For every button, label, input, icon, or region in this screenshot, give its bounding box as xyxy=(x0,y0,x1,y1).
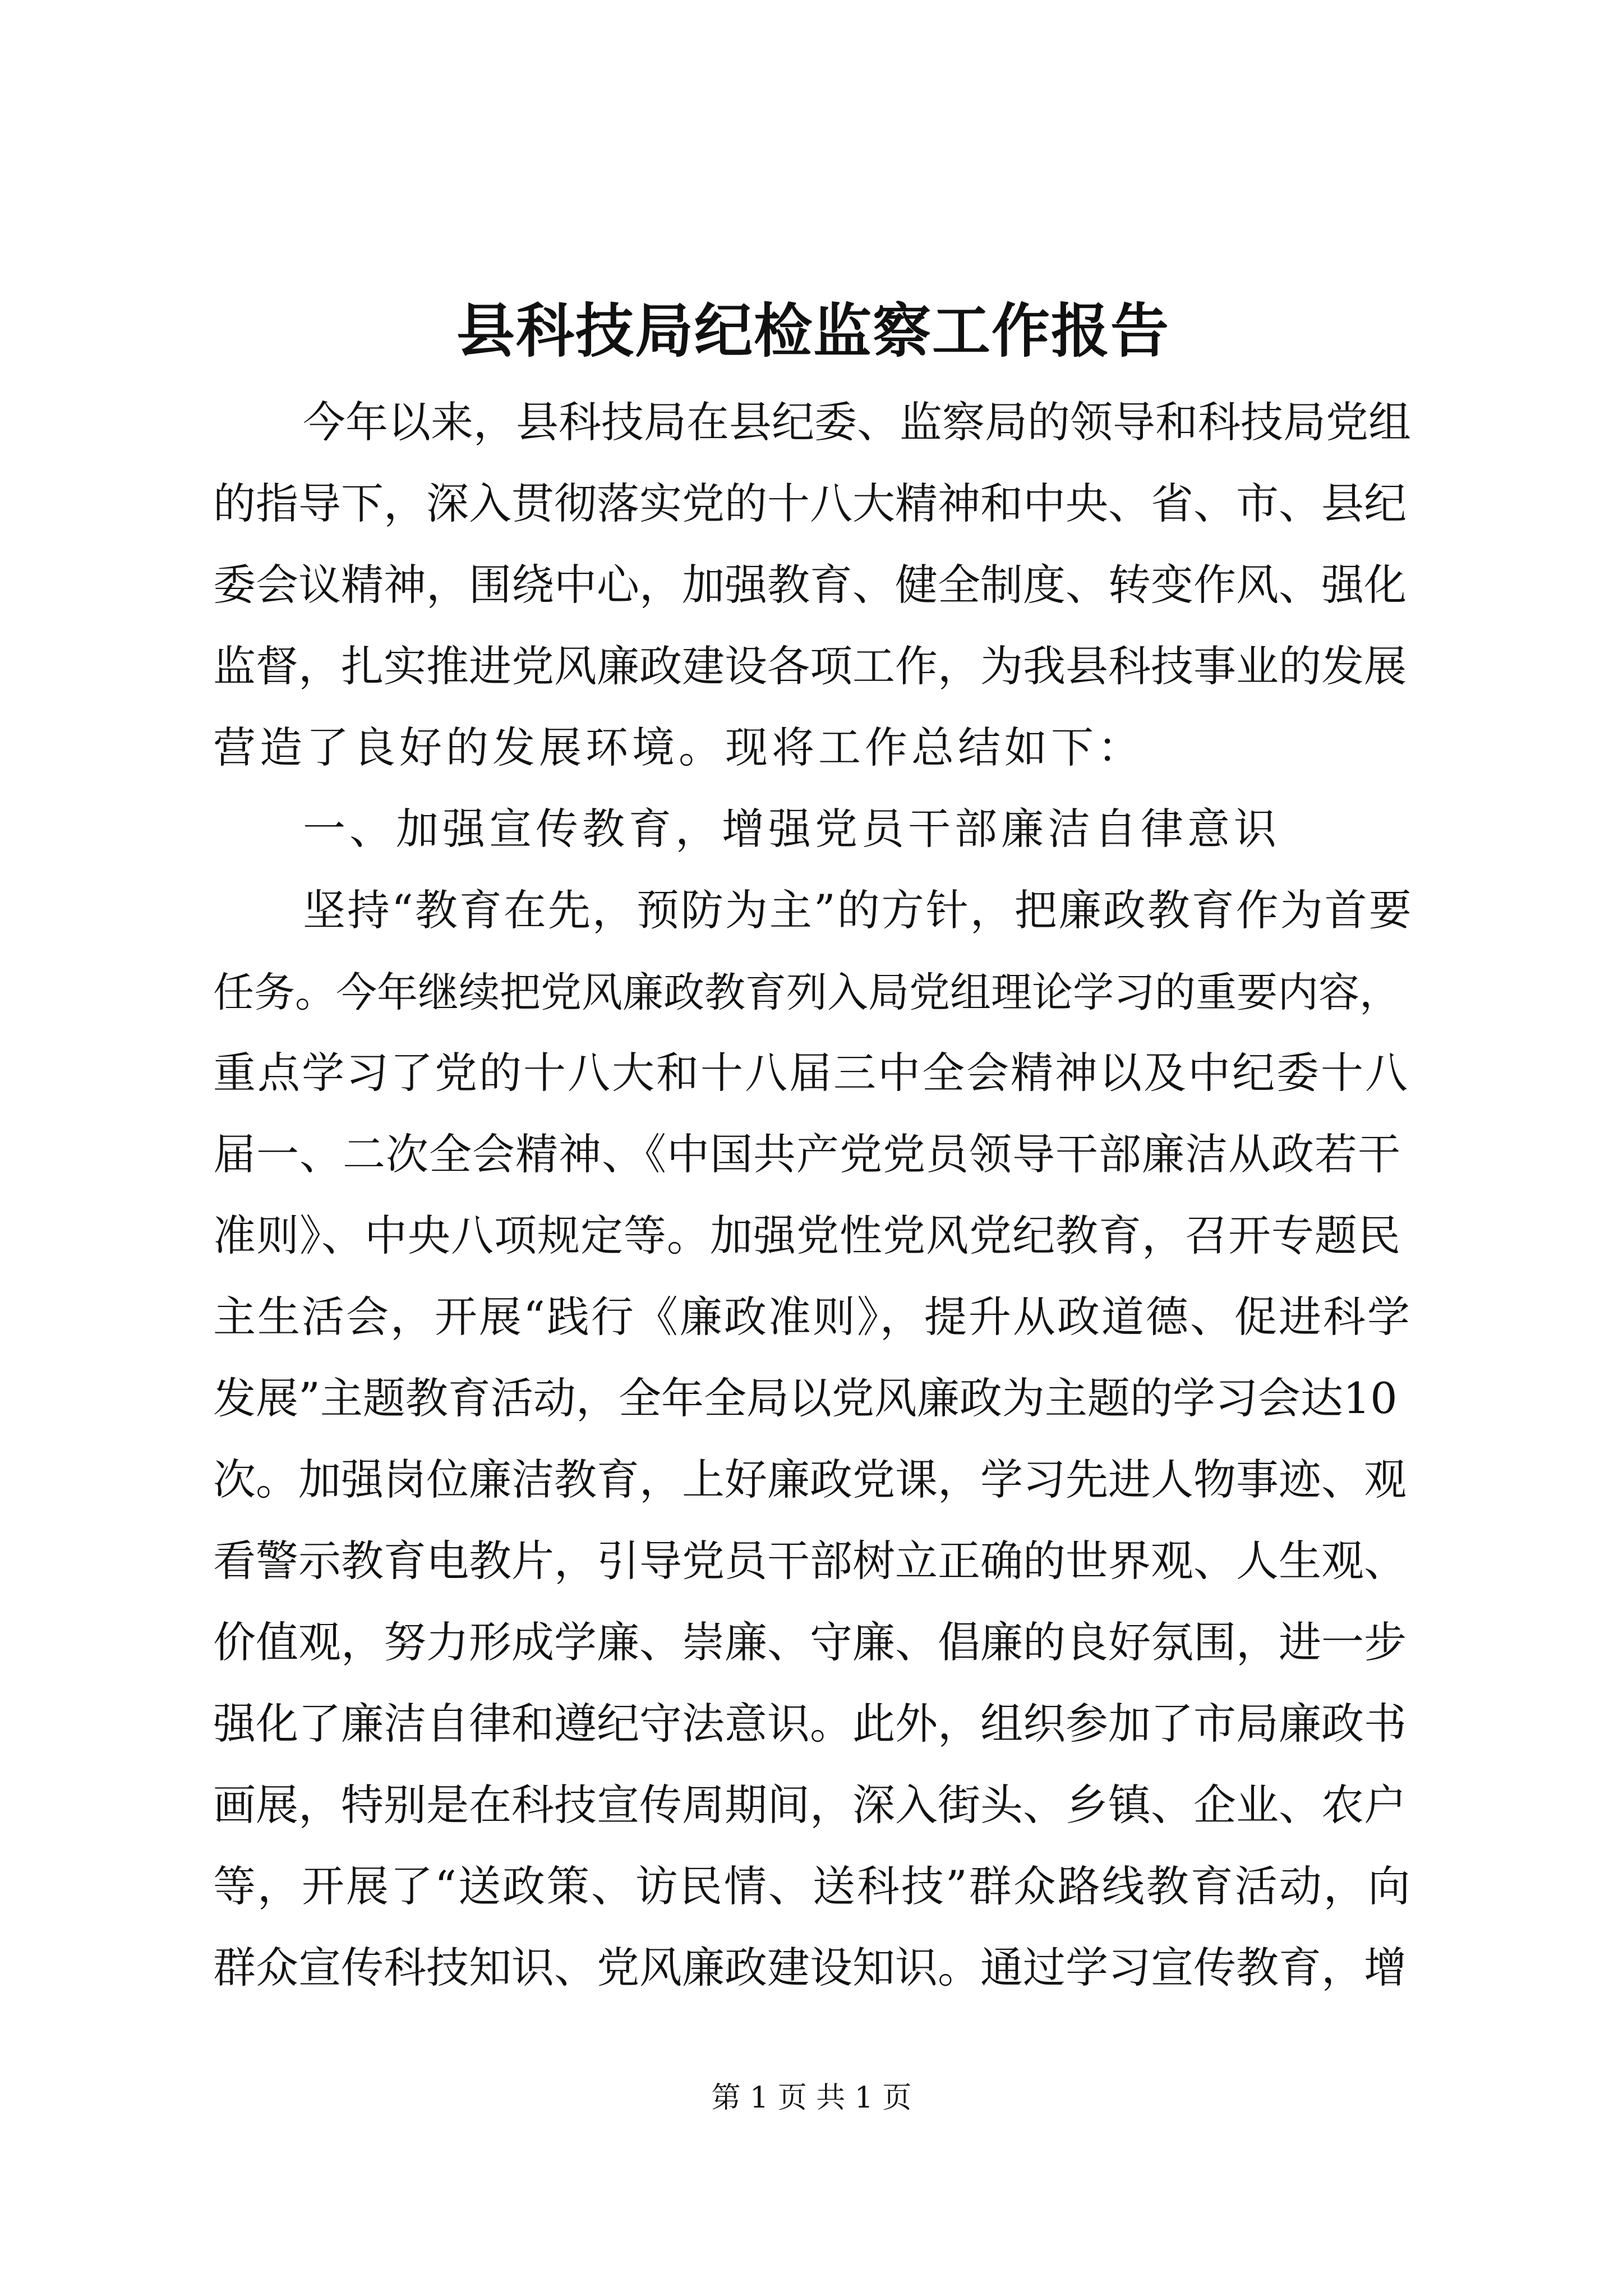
paragraph-line xyxy=(213,1764,1413,1846)
line-text: 监督，扎实推进党风廉政建设各项工作，为我县科技事业的发展 xyxy=(213,641,1407,691)
line-text: 等，开展了“送政策、访民情、送科技”群众路线教育活动，向 xyxy=(213,1861,1412,1911)
paragraph-line xyxy=(213,381,1413,463)
line-text: 价值观，努力形成学廉、崇廉、守廉、倡廉的良好氛围，进一步 xyxy=(213,1617,1407,1667)
line-text: 强化了廉洁自律和遵纪守法意识。此外，组织参加了市局廉政书 xyxy=(213,1699,1407,1749)
line-text: 一、加强宣传教育，增强党员干部廉洁自律意识 xyxy=(303,804,1280,854)
paragraph-line xyxy=(213,1114,1413,1195)
document-title: 县科技局纪检监察工作报告 xyxy=(456,296,1170,365)
paragraph-line xyxy=(213,1602,1413,1683)
paragraph-line xyxy=(213,1439,1413,1520)
line-text: 的指导下，深入贯彻落实党的十八大精神和中央、省、市、县纪 xyxy=(213,478,1407,528)
line-text: 准则》、中央八项规定等。加强党性党风党纪教育，召开专题民 xyxy=(213,1211,1401,1260)
line-text: 发展”主题教育活动，全年全局以党风廉政为主题的学习会达10 xyxy=(213,1373,1398,1423)
paragraph-line xyxy=(213,1683,1413,1764)
paragraph-line xyxy=(213,1846,1413,1927)
paragraph-line xyxy=(213,707,1413,788)
section-heading xyxy=(213,788,1413,869)
line-text: 委会议精神，围绕中心，加强教育、健全制度、转变作风、强化 xyxy=(213,560,1407,610)
line-text: 届一、二次全会精神、《中国共产党党员领导干部廉洁从政若干 xyxy=(213,1129,1401,1179)
paragraph-line xyxy=(213,869,1413,951)
line-text: 任务。今年继续把党风廉政教育列入局党组理论学习的重要内容， xyxy=(213,969,1400,1016)
page-number: 第 1 页 共 1 页 xyxy=(711,2081,912,2115)
paragraph-line xyxy=(213,1927,1413,2008)
page-footer xyxy=(0,2076,1623,2120)
paragraph-line xyxy=(213,1195,1413,1276)
paragraph-line xyxy=(213,1520,1413,1602)
paragraph-line xyxy=(213,1358,1413,1439)
line-text: 主生活会，开展“践行《廉政准则》，提升从政道德、促进科学 xyxy=(213,1292,1412,1342)
paragraph-line xyxy=(213,544,1413,625)
paragraph-line xyxy=(213,1032,1413,1114)
line-text: 看警示教育电教片，引导党员干部树立正确的世界观、人生观、 xyxy=(213,1536,1407,1586)
line-text: 次。加强岗位廉洁教育，上好廉政党课，学习先进人物事迹、观 xyxy=(213,1455,1407,1504)
line-text: 坚持“教育在先，预防为主”的方针，把廉政教育作为首要 xyxy=(303,885,1413,935)
line-text: 重点学习了党的十八大和十八届三中全会精神以及中纪委十八 xyxy=(213,1048,1409,1098)
document-body xyxy=(213,381,1413,2008)
paragraph-line xyxy=(213,625,1413,707)
paragraph-line xyxy=(213,463,1413,544)
paragraph-line xyxy=(213,1276,1413,1358)
line-text: 今年以来，县科技局在县纪委、监察局的领导和科技局党组 xyxy=(303,397,1411,447)
line-text: 群众宣传科技知识、党风廉政建设知识。通过学习宣传教育，增 xyxy=(213,1943,1407,1993)
paragraph-line xyxy=(213,951,1413,1032)
line-text: 营造了良好的发展环境。现将工作总结如下： xyxy=(213,723,1144,772)
line-text: 画展，特别是在科技宣传周期间，深入街头、乡镇、企业、农户 xyxy=(213,1780,1407,1830)
